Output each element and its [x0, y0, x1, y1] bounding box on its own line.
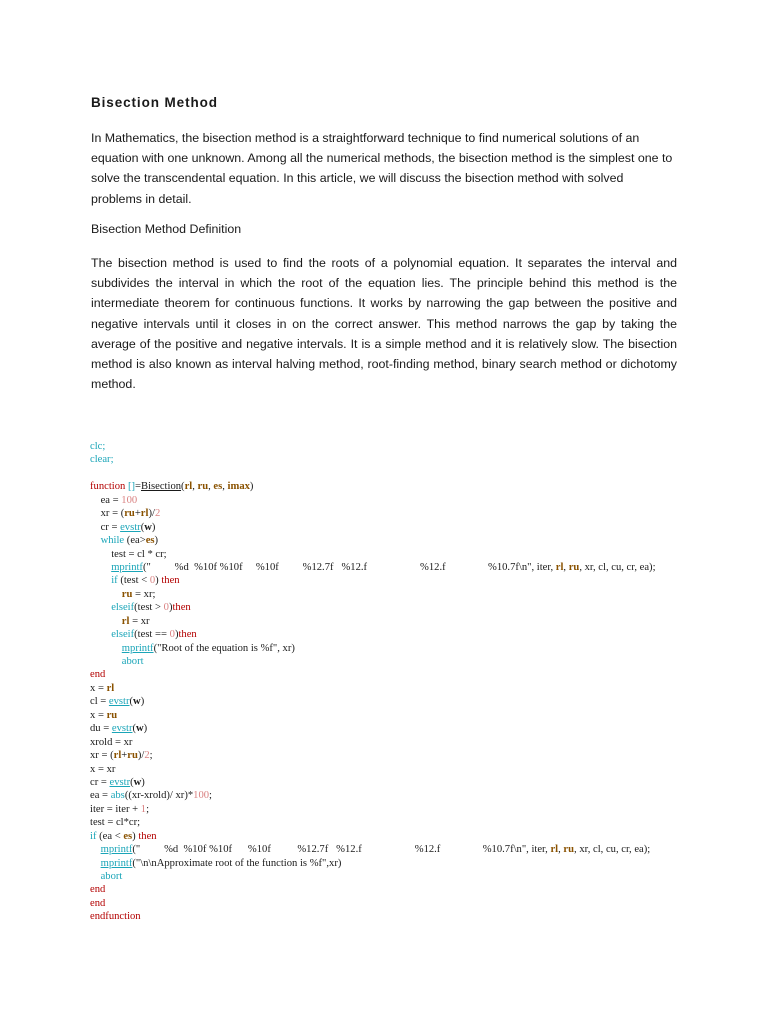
code-token: elseif	[111, 602, 135, 614]
code-token: evstr	[109, 776, 131, 788]
code-token: clear;	[90, 454, 114, 466]
code-token: ru	[121, 588, 133, 600]
code-line	[90, 507, 656, 520]
code-token: Bisection	[141, 481, 182, 493]
definition-paragraph: The bisection method is used to find the roots of a polynomial equation. It separates the interval and subdivides the interval in which the root of the equation lies. The principle behind this method is the intermediate theorem for continuous functions. It works by narrowing the gap between the positive and negative intervals until it closes in on the correct answer. This method narrows the gap by taking the average of the positive and negative intervals. It is a simple method and it is relatively slow. The bisection method is also known as interval halving method, root-finding method, binary search method or dichotomy method.	[91, 256, 677, 392]
code-token: )	[141, 776, 145, 788]
intro-paragraph: In Mathematics, the bisection method is a straightforward technique to find numerical solutions of an equation with one unknown. Among all the numerical methods, the bisection method is the simplest one to solve the transcendental equation. In this article, we will discuss the bisection method with solved problems in detail.	[91, 131, 673, 206]
code-line	[90, 655, 656, 668]
code-line	[90, 910, 656, 923]
code-token: ,	[222, 481, 228, 493]
code-token: cl =	[90, 696, 109, 708]
code-token: )	[249, 481, 254, 493]
code-line	[90, 588, 656, 601]
code-line	[90, 615, 656, 628]
code-line	[90, 494, 656, 507]
code-token: then	[138, 830, 157, 842]
code-token: if	[90, 830, 97, 842]
code-token: ;	[209, 790, 212, 802]
code-token: 0	[169, 629, 175, 641]
code-line	[90, 763, 656, 776]
code-token: endfunction	[90, 911, 141, 923]
code-token: abort	[100, 871, 123, 882]
code-token: (" %d %10f %10f %10f %12.7f %12.f %12.f %10.7f\n", iter,	[142, 561, 556, 573]
code-token: w	[144, 521, 152, 533]
code-line	[90, 897, 656, 910]
code-token: evstr	[108, 696, 130, 708]
code-line	[90, 534, 656, 547]
code-token: rl	[106, 682, 115, 694]
code-token: xr = (	[90, 750, 114, 762]
code-token: xr = (	[100, 508, 125, 520]
code-token: ru	[563, 844, 575, 856]
code-token: (test ==	[134, 629, 170, 641]
code-token: 0	[149, 575, 156, 587]
code-token: (	[140, 521, 145, 533]
code-token: )	[155, 575, 162, 587]
code-token: abort	[121, 656, 144, 667]
code-line	[90, 682, 656, 695]
code-token: rl	[184, 481, 193, 493]
code-token: while	[100, 535, 125, 547]
code-line	[90, 480, 656, 493]
code-token: then	[172, 602, 191, 614]
code-token: es	[123, 830, 133, 842]
code-token: then	[178, 629, 197, 641]
code-token: )	[132, 830, 139, 842]
code-token: mprintf	[100, 857, 133, 869]
code-token: if	[111, 575, 118, 587]
code-token: x = xr	[90, 763, 116, 775]
code-token: ;	[146, 803, 150, 815]
code-line	[90, 521, 656, 534]
code-line	[90, 857, 656, 870]
code-token: end	[90, 669, 106, 681]
code-line	[90, 789, 656, 802]
code-token: 100	[121, 494, 138, 506]
code-token: )	[154, 535, 159, 547]
code-token: imax	[227, 481, 250, 493]
code-token: ru	[106, 709, 118, 721]
code-token: cr =	[90, 776, 110, 788]
code-line	[90, 843, 656, 856]
code-token: =	[135, 481, 142, 493]
code-line	[90, 776, 656, 789]
code-token: ,	[558, 844, 564, 856]
code-line	[90, 830, 656, 843]
code-token: , xr, cl, cu, cr, ea);	[579, 561, 656, 573]
code-line	[90, 574, 656, 587]
code-token: test = cl * cr;	[111, 548, 167, 560]
code-line	[90, 548, 656, 561]
code-token: ((xr-xrold)/ xr)*	[124, 790, 194, 802]
code-token: elseif	[111, 629, 135, 641]
code-token: es	[213, 481, 223, 493]
code-line	[90, 870, 656, 883]
code-token: []	[127, 481, 136, 493]
code-token: function	[90, 481, 126, 493]
code-token: ea =	[90, 790, 111, 802]
code-token: evstr	[120, 521, 141, 533]
code-token: clc;	[90, 441, 106, 452]
code-line	[90, 816, 656, 829]
definition-heading: Bisection Method Definition	[91, 222, 242, 236]
code-line	[90, 440, 656, 453]
code-token: x =	[90, 682, 107, 694]
code-line	[90, 749, 656, 762]
code-token: mprintf	[111, 561, 143, 573]
code-token: mprintf	[100, 844, 133, 856]
code-line	[90, 601, 656, 614]
code-token: w	[136, 723, 144, 735]
code-token: 2	[144, 750, 150, 762]
code-line	[90, 628, 656, 641]
code-line	[90, 803, 656, 816]
code-token: (	[181, 481, 185, 493]
code-token: 100	[193, 790, 210, 802]
code-token: end	[90, 884, 106, 896]
code-token: rl	[113, 750, 122, 762]
code-token: rl	[555, 561, 564, 573]
code-token: +	[121, 750, 128, 762]
code-token: xrold = xr	[90, 736, 133, 748]
code-token: +	[134, 508, 141, 520]
code-token: ,	[192, 481, 198, 493]
code-line	[90, 642, 656, 655]
code-token: ,	[208, 481, 214, 493]
code-line	[90, 883, 656, 896]
code-token: ;	[149, 750, 153, 762]
code-token: 1	[140, 803, 147, 815]
code-token: rl	[550, 844, 559, 856]
code-token: ("Root of the equation is %f", xr)	[153, 642, 295, 654]
code-token: es	[145, 535, 155, 547]
code-token: = xr;	[132, 588, 156, 600]
code-token: )	[140, 696, 145, 708]
code-token: )/	[148, 508, 155, 520]
code-token: (	[129, 696, 134, 708]
code-token: ,	[563, 561, 569, 573]
code-token: )	[151, 521, 156, 533]
code-token: )/	[137, 750, 145, 762]
code-line	[90, 668, 656, 681]
code-token: mprintf	[121, 642, 154, 654]
code-line	[90, 561, 656, 574]
code-token: (	[132, 723, 136, 735]
code-token: (" %d %10f %10f %10f %12.7f %12.f %12.f %10.7f\n", iter,	[132, 844, 551, 856]
code-line	[90, 453, 656, 466]
code-token: abs	[110, 790, 125, 802]
code-token: , xr, cl, cu, cr, ea);	[574, 844, 651, 856]
code-token: end	[90, 897, 106, 909]
code-token: 0	[163, 602, 169, 614]
code-token: (ea>	[124, 535, 146, 547]
code-line	[90, 722, 656, 735]
code-token: evstr	[111, 723, 133, 735]
code-token: 2	[154, 508, 161, 520]
code-token: ("\n\nApproximate root of the function is %f",xr)	[132, 857, 342, 869]
code-token: ru	[127, 750, 138, 762]
code-token: w	[133, 696, 141, 708]
code-listing	[90, 440, 656, 924]
code-token: ru	[568, 561, 580, 573]
code-line	[90, 709, 656, 722]
code-token: )	[143, 723, 148, 735]
code-token: ru	[197, 481, 209, 493]
code-token: du =	[90, 723, 112, 735]
code-token: )	[168, 602, 173, 614]
code-token: iter = iter +	[90, 803, 141, 815]
code-token: rl	[121, 615, 130, 627]
code-token: rl	[140, 508, 149, 520]
code-token: = xr	[129, 615, 150, 627]
code-token: (test >	[134, 602, 164, 614]
code-token: x =	[90, 709, 107, 721]
page-title: Bisection Method	[91, 95, 218, 110]
code-line	[90, 695, 656, 708]
code-token: ea =	[100, 494, 122, 506]
code-token: (test <	[117, 575, 150, 587]
code-token: )	[174, 629, 179, 641]
code-token: w	[133, 776, 142, 788]
code-token: ru	[124, 508, 135, 520]
code-blank	[90, 467, 656, 480]
code-token: (	[130, 776, 134, 788]
code-token: cr =	[100, 521, 121, 533]
code-token: test = cl*cr;	[90, 817, 141, 829]
code-token: (ea <	[96, 830, 124, 842]
code-token: then	[161, 575, 180, 587]
code-line	[90, 736, 656, 749]
